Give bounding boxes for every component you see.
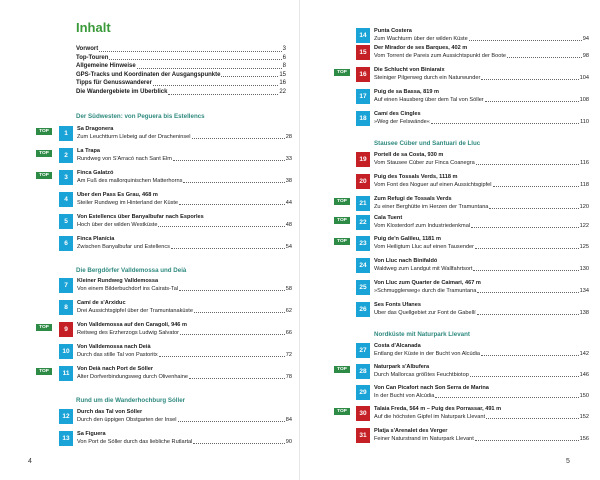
tour-entry-30[interactable] [300, 406, 600, 426]
tour-entry-27[interactable] [300, 343, 600, 363]
tour-number-badge: 7 [59, 278, 73, 293]
section-heading: Die Bergdörfer Valldemossa und Deià [76, 267, 187, 274]
tour-text: Naturpark s'Albufera Durch Mallorcas größtes Feuchtbiotop 146 [374, 364, 589, 378]
tour-number-badge: 2 [59, 148, 73, 163]
tour-text: Ses Fonts Ufanes Über das Quellgebiet zur Font de Gabellí 138 [374, 302, 589, 316]
tour-entry-2[interactable] [0, 148, 300, 168]
top-badge: TOP [36, 324, 52, 331]
tour-number-badge: 11 [59, 366, 73, 381]
top-badge: TOP [334, 408, 350, 415]
tour-entry-13[interactable] [0, 431, 300, 451]
page-number-right: 5 [566, 458, 570, 465]
tour-entry-19[interactable] [300, 152, 600, 172]
tour-number-badge: 1 [59, 126, 73, 141]
toc-title: Inhalt [76, 20, 111, 35]
tour-entry-5[interactable] [0, 214, 300, 234]
tour-text: Von Deià nach Port de Sóller Alter Dorfverbindungsweg durch Olivenhaine 78 [77, 366, 292, 380]
general-list [76, 45, 286, 97]
section-heading: Nordküste mit Naturpark Llevant [374, 331, 470, 338]
tour-text: Zum Refugi de Tossals Verds Zu einer Berghütte im Herzen der Tramuntana 120 [374, 196, 589, 210]
top-badge: TOP [36, 128, 52, 135]
tour-entry-24[interactable] [300, 258, 600, 278]
tour-text: Camí de s'Arxiduc Drei Aussichtsgipfel über der Tramuntanaküste 62 [77, 300, 292, 314]
general-item[interactable]: Vorwort 3 [76, 46, 286, 52]
tour-text: Talaia Freda, 564 m – Puig des Porrassar, 491 m Auf die höchsten Gipfel im Naturpark Llevant 152 [374, 406, 589, 420]
tour-number-badge: 31 [356, 428, 370, 443]
tour-text: Puig de sa Bassa, 819 m Auf einen Hausberg über dem Tal von Sóller 108 [374, 89, 589, 103]
tour-text: Camí des Cingles »Weg der Felswände« 110 [374, 111, 589, 125]
tour-number-badge: 25 [356, 280, 370, 295]
tour-text: La Trapa Rundweg von S'Arracó nach Sant Elm 33 [77, 148, 292, 162]
section-heading: Rund um die Wanderhochburg Sóller [76, 397, 186, 404]
tour-text: Costa d'Alcanada Entlang der Küste in der Bucht von Alcúdia 142 [374, 343, 589, 357]
tour-entry-15[interactable] [300, 45, 600, 65]
tour-entry-1[interactable] [0, 126, 300, 146]
tour-entry-29[interactable] [300, 385, 600, 405]
tour-text: Von Can Picafort nach Son Serra de Marina In der Bucht von Alcúdia 150 [374, 385, 589, 399]
general-item[interactable]: Die Wandergebiete im Überblick 22 [76, 88, 286, 95]
tour-text: Von Valldemossa auf den Caragolí, 946 m Reitweg des Erzherzogs Ludwig Salvator 66 [77, 322, 292, 336]
tour-text: Von Lluc nach Binifaldó Waldweg zum Landgut mit Wallfahrtsort 130 [374, 258, 589, 272]
tour-entry-28[interactable] [300, 364, 600, 384]
tour-number-badge: 19 [356, 152, 370, 167]
tour-text: Puig de'n Galileu, 1181 m Vom Heiligtum Lluc auf einen Tausender 125 [374, 236, 589, 250]
top-badge: TOP [334, 238, 350, 245]
tour-number-badge: 26 [356, 302, 370, 317]
section-heading: Der Südwesten: von Peguera bis Estellencs [76, 113, 205, 120]
top-badge: TOP [334, 69, 350, 76]
tour-entry-26[interactable] [300, 302, 600, 322]
tour-text: Finca Galatzó Am Fuß des mallorquinischen Matterhorns 38 [77, 170, 292, 184]
tour-number-badge: 30 [356, 406, 370, 421]
tour-number-badge: 22 [356, 215, 370, 230]
tour-entry-18[interactable] [300, 111, 600, 131]
tour-entry-11[interactable] [0, 366, 300, 386]
tour-number-badge: 15 [356, 45, 370, 60]
tour-entry-17[interactable] [300, 89, 600, 109]
right-page [300, 0, 600, 480]
tour-text: Punta Costera Zum Wachturm über der wilden Küste 94 [374, 28, 589, 42]
general-item[interactable]: Top-Touren 6 [76, 54, 286, 61]
tour-entry-23[interactable] [300, 236, 600, 256]
tour-text: Von Valldemossa nach Deià Durch das stille Tal von Pastoritx 72 [77, 344, 292, 358]
tour-entry-22[interactable] [300, 215, 600, 235]
tour-entry-6[interactable] [0, 236, 300, 256]
tour-number-badge: 29 [356, 385, 370, 400]
tour-number-badge: 6 [59, 236, 73, 251]
tour-number-badge: 3 [59, 170, 73, 185]
general-item[interactable]: Tipps für Genusswanderer 16 [76, 80, 286, 87]
tour-entry-31[interactable] [300, 428, 600, 448]
tour-number-badge: 12 [59, 409, 73, 424]
tour-entry-25[interactable] [300, 280, 600, 300]
tour-number-badge: 21 [356, 196, 370, 211]
tour-number-badge: 23 [356, 236, 370, 251]
tour-entry-7[interactable] [0, 278, 300, 298]
tour-entry-9[interactable] [0, 322, 300, 342]
top-badge: TOP [36, 368, 52, 375]
tour-entry-4[interactable] [0, 192, 300, 212]
tour-number-badge: 14 [356, 28, 370, 43]
tour-number-badge: 13 [59, 431, 73, 446]
tour-number-badge: 24 [356, 258, 370, 273]
tour-text: Die Schlucht von Biniaraix Steiniger Pilgerweg durch ein Naturwunder 104 [374, 67, 589, 81]
tour-text: Puig des Tossals Verds, 1118 m Vom Font des Noguer auf einen Aussichtsgipfel 118 [374, 174, 589, 188]
tour-entry-20[interactable] [300, 174, 600, 194]
top-badge: TOP [334, 217, 350, 224]
tour-number-badge: 10 [59, 344, 73, 359]
tour-text: Über den Pass Es Grau, 468 m Steiler Rundweg im Hinterland der Küste 44 [77, 192, 292, 206]
tour-entry-12[interactable] [0, 409, 300, 429]
section-heading: Stausee Cúber und Santuari de Lluc [374, 140, 481, 147]
tour-text: Portell de sa Costa, 930 m Vom Stausee Cúber zur Finca Coanegra 116 [374, 152, 589, 166]
tour-number-badge: 16 [356, 67, 370, 82]
tour-text: Sa Figuera Von Port de Sóller durch das liebliche Rutlartal 90 [77, 431, 292, 445]
general-item[interactable]: GPS-Tracks und Koordinaten der Ausgangspunkte 15 [76, 71, 286, 78]
top-badge: TOP [36, 172, 52, 179]
tour-text: Platja s'Arenalet des Verger Feiner Naturstrand im Naturpark Llevant 156 [374, 428, 589, 442]
tour-number-badge: 5 [59, 214, 73, 229]
tour-entry-10[interactable] [0, 344, 300, 364]
tour-text: Sa Dragonera Zum Leuchtturm Llebeig auf der Dracheninsel 28 [77, 126, 292, 140]
tour-number-badge: 27 [356, 343, 370, 358]
tour-text: Kleiner Rundweg Valldemossa Von einem Bilderbuchdorf ins Cairats-Tal 58 [77, 278, 292, 292]
tour-entry-8[interactable] [0, 300, 300, 320]
top-badge: TOP [334, 198, 350, 205]
tour-text: Durch das Tal von Sóller Durch den üppigen Obstgarten der Insel 84 [77, 409, 292, 423]
tour-entry-3[interactable] [0, 170, 300, 190]
tour-number-badge: 8 [59, 300, 73, 315]
page-number-left: 4 [28, 458, 32, 465]
tour-text: Finca Planícia Zwischen Banyalbufar und Estellencs 54 [77, 236, 292, 250]
tour-entry-21[interactable] [300, 196, 600, 216]
top-badge: TOP [36, 150, 52, 157]
tour-number-badge: 9 [59, 322, 73, 337]
tour-text: Der Mirador de ses Barques, 402 m Vom Torrent de Pareis zum Aussichtspunkt der Boote 98 [374, 45, 589, 59]
tour-text: Von Lluc zum Quarter de Caimari, 467 m »Schmugglerweg« durch die Tramuntana 134 [374, 280, 589, 294]
tour-number-badge: 28 [356, 364, 370, 379]
tour-text: Von Estellencs über Banyalbufar nach Esporles Hoch über der wilden Westküste 48 [77, 214, 292, 228]
tour-text: Cala Tuent Vom Klosterdorf zum Industriedenkmal 122 [374, 215, 589, 229]
tour-number-badge: 17 [356, 89, 370, 104]
top-badge: TOP [334, 366, 350, 373]
tour-number-badge: 18 [356, 111, 370, 126]
tour-number-badge: 4 [59, 192, 73, 207]
tour-entry-16[interactable] [300, 67, 600, 87]
tour-number-badge: 20 [356, 174, 370, 189]
general-item[interactable]: Allgemeine Hinweise 8 [76, 63, 286, 70]
